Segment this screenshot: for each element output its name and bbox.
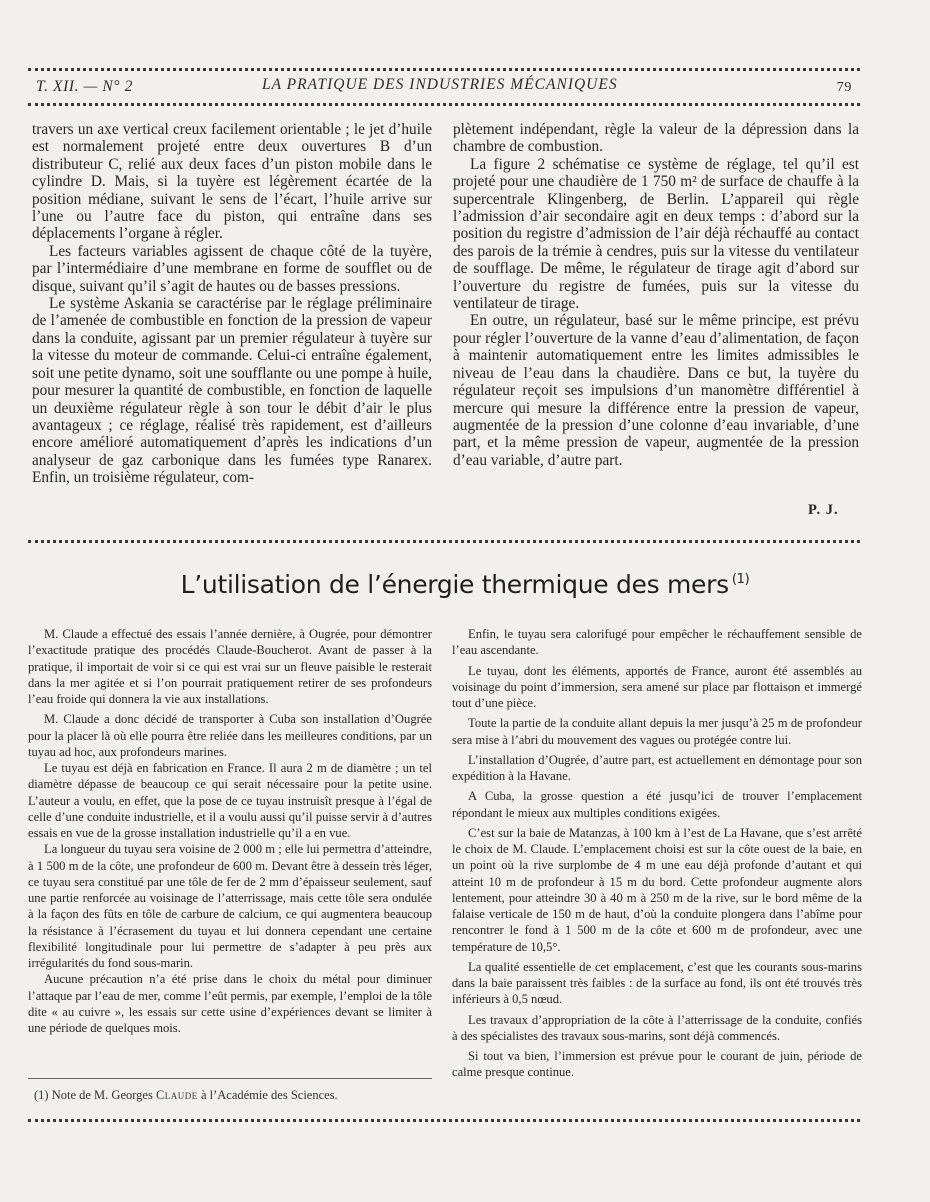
footnote — [34, 1088, 434, 1103]
paragraph: En outre, un régulateur, basé sur le même principe, est prévu pour régler l’ouverture de la vanne d’eau d’alimentation, de façon à maintenir automatiquement entre les limites admissibles le niveau de l’eau dans la chaudière. Dans ce but, la tuyère du régulateur reçoit ses impulsions d’un manomètre différentiel à mercure qui mesure la différence entre la pression de vapeur, augmentée de la pression d’une colonne d’eau invariable, d’une part, et la même pression de vapeur, augmentée de la pression d’eau variable, d’autre part. — [453, 312, 859, 469]
article-title — [0, 570, 930, 599]
volume-number: T. XII. — N° 2 — [36, 78, 133, 95]
previous-article-left-column — [32, 121, 432, 487]
article-left-column — [28, 626, 432, 1036]
previous-article-right-column — [453, 121, 859, 469]
footer-rule — [28, 1119, 860, 1122]
footnote-author: Claude — [155, 1088, 198, 1102]
paragraph: Enfin, le tuyau sera calorifugé pour empêcher le réchauffement sensible de l’eau ascendante. — [452, 627, 862, 658]
paragraph: travers un axe vertical creux facilement orientable ; le jet d’huile est normalement projeté entre deux ouvertures B d’un distributeur C, relié aux deux faces d’un piston mobile dans le cylindre D. Mais, si la tuyère est légèrement écartée de la position médiane, suivant le sens de l’écart, l’huile arrive sur l’une ou l’autre face du piston, qui entraîne dans ses déplacements l’organe à régler. — [32, 121, 432, 243]
author-signature: P. J. — [808, 502, 839, 518]
paragraph: M. Claude a donc décidé de transporter à Cuba son installation d’Ougrée pour la placer là où elle pourra être reliée dans les meilleures conditions, par un tuyau ad hoc, aux profondeurs marines. — [28, 712, 432, 759]
paragraph: Les facteurs variables agissent de chaque côté de la tuyère, par l’intermédiaire d’une membrane en forme de soufflet ou de disque, suivant qu’il s’agit de hautes ou de basses pressions. — [32, 242, 432, 295]
paragraph: plètement indépendant, règle la valeur de la dépression dans la chambre de combustion. — [453, 121, 859, 156]
section-divider-rule — [28, 540, 860, 543]
paragraph: Toute la partie de la conduite allant depuis la mer jusqu’à 25 m de profondeur sera mise à l’abri du mouvement des vagues ou protégée contre lui. — [452, 716, 862, 747]
paragraph: A Cuba, la grosse question a été jusqu’ici de trouver l’emplacement répondant le mieux aux multiples conditions exigées. — [452, 789, 862, 820]
paragraph: L’installation d’Ougrée, d’autre part, est actuellement en démontage pour son expédition à la Havane. — [452, 752, 862, 783]
header-bottom-rule — [28, 103, 860, 106]
journal-title: LA PRATIQUE DES INDUSTRIES MÉCANIQUES — [262, 76, 618, 93]
paragraph: M. Claude a effectué des essais l’année dernière, à Ougrée, pour démontrer l’exactitude pratique des procédés Claude-Boucherot. Avant de passer à la pratique, il importait de voir si ce qui est vrai sur un fleuve paisible le resterait dans la mer agitée et si l’on pourrait pratiquement retirer de ses profondeurs l’eau froide qui donnera la vie aux installations. — [28, 627, 432, 706]
footnote-prefix: (1) Note de M. Georges — [34, 1088, 153, 1102]
paragraph: Le système Askania se caractérise par le réglage préliminaire de l’amenée de combustible en fonction de la pression de vapeur dans la conduite, agissant par un premier régulateur à tuyère sur la vitesse du moteur de commande. Celui-ci entraîne également, soit une petite dynamo, soit une soufflante ou une pompe à huile, pour mesurer la quantité de combustible, en fonction de laquelle un deuxième régulateur règle à son tour le débit d’air le plus avantageux ; ce réglage, réalisé très rapidement, est d’ailleurs encore amélioré automatiquement d’après les indications d’un analyseur de gaz carbonique dans les fumées type Ranarex. Enfin, un troisième régulateur, com- — [32, 295, 432, 487]
footnote-rule — [28, 1078, 432, 1079]
title-footnote-marker: (1) — [731, 572, 750, 587]
paragraph: Aucune précaution n’a été prise dans le choix du métal pour diminuer l’attaque par l’eau de mer, comme l’eût permis, par exemple, l’emploi de la tôle dite « au cuivre », les essais sur cette usine d’expériences devant se limiter à une période de quelques mois. — [28, 972, 432, 1035]
paragraph: La qualité essentielle de cet emplacement, c’est que les courants sous-marins dans la baie paraissent très faibles : de la surface au fond, ils ont été trouvés très inférieurs à 0,5 nœud. — [452, 959, 862, 1007]
paragraph: C’est sur la baie de Matanzas, à 100 km à l’est de La Havane, que s’est arrêté le choix de M. Claude. L’emplacement choisi est sur la côte ouest de la baie, en un point où la rive surplombe de 4 m une eau déjà profonde d’autant et qui atteint 10 m de profondeur à 15 m du bord. Cette profondeur augmente alors lentement, pour atteindre 30 à 40 m à 250 m de la rive, sur le bord même de la falaise verticale de 150 m de haut, d’où la conduite plongera dans l’abîme pour rencontrer le fond à 1 500 m de la côte et 600 m de profondeur, avec une température de 10,5°. — [452, 825, 862, 954]
paragraph: La longueur du tuyau sera voisine de 2 000 m ; elle lui permettra d’atteindre, à 1 500 m de la côte, une profondeur de 600 m. Devant être à dessein très léger, ce tuyau sera constitué par une tôle de fer de 2 mm d’épaisseur seulement, sauf une partie renforcée au voisinage de l’atterrissage, mais cette tôle sera ondulée à la façon des fûts en tôle de carbure de calcium, ce qui augmentera beaucoup la résistance à l’écrasement du tuyau et lui donnera cependant une certaine flexibilité longitudinale pour lui permettre de s’adapter à peu près aux irrégularités du fond sous-marin. — [28, 842, 432, 970]
article-right-column — [452, 626, 862, 1085]
running-header — [32, 74, 852, 100]
article-title-text: L’utilisation de l’énergie thermique des mers — [180, 570, 729, 599]
paragraph: La figure 2 schématise ce système de réglage, tel qu’il est projeté pour une chaudière de 1 750 m² de surface de chauffe à la supercentrale Klingenberg, de Berlin. L’appareil qui règle l’admission d’air secondaire agit en deux temps : d’abord sur la position du registre d’admission de l’air déjà réchauffé au contact des parois de la trémie à cendres, puis sur la vitesse du ventilateur de soufflage. De même, le régulateur de tirage agit d’abord sur l’ouverture du registre de fumées, puis sur la vitesse du ventilateur de tirage. — [453, 155, 859, 313]
header-top-rule — [28, 68, 860, 71]
footnote-suffix: à l’Académie des Sciences. — [200, 1088, 338, 1102]
paragraph: Si tout va bien, l’immersion est prévue pour le courant de juin, période de calme presque continue. — [452, 1049, 862, 1080]
paragraph: Le tuyau est déjà en fabrication en France. Il aura 2 m de diamètre ; un tel diamètre dépasse de beaucoup ce qui serait nécessaire pour la petite usine. L’auteur a voulu, en effet, que la pose de ce tuyau instruisît presque à l’égal de celle d’une conduite industrielle, et il a voulu aussi qu’il puisse servir à d’autres essais en vue de la grosse installation industrielle qu’il a en vue. — [28, 761, 432, 840]
page-number: 79 — [836, 80, 852, 95]
paragraph: Les travaux d’appropriation de la côte à l’atterrissage de la conduite, confiés à des spécialistes des travaux sous-marins, sont déjà commencés. — [452, 1012, 862, 1043]
paragraph: Le tuyau, dont les éléments, apportés de France, auront été assemblés au voisinage du point d’immersion, sera amené sur place par flottaison et immergé tout d’une pièce. — [452, 663, 862, 710]
